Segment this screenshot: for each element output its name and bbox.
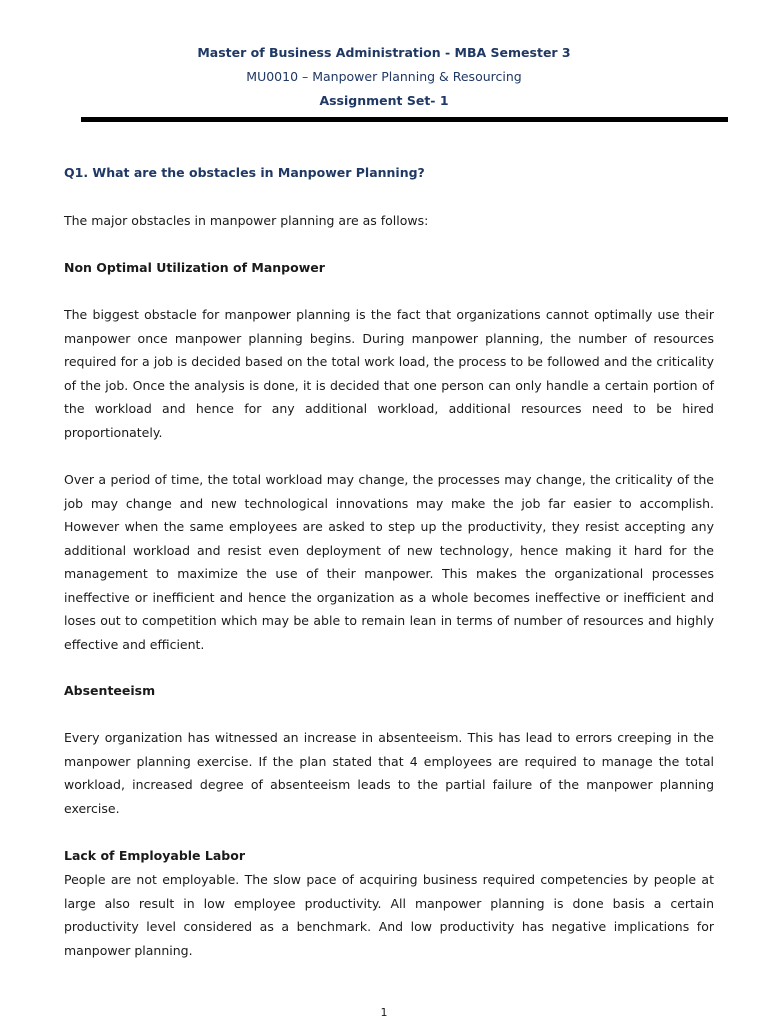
assignment-title: Assignment Set- 1 (319, 93, 449, 108)
paragraph-absenteeism: Every organization has witnessed an increase in absenteeism. This has lead to errors creeping in the manpower planning exercise. If the plan stated that 4 employees are required to manage the total workload, increased degree of absenteeism leads to the partial failure of the manpower planning exercise. (64, 730, 714, 816)
header-rule (81, 117, 728, 122)
page-number: 1 (380, 1006, 388, 1019)
section-heading-non-optimal-utilization: Non Optimal Utilization of Manpower (64, 260, 325, 275)
intro-paragraph: The major obstacles in manpower planning are as follows: (64, 213, 429, 228)
question-heading: Q1. What are the obstacles in Manpower Planning? (64, 165, 425, 180)
paragraph-non-optimal-utilization-1: The biggest obstacle for manpower planning is the fact that organizations cannot optimally use their manpower once manpower planning begins. During manpower planning, the number of resources required for a job is decided based on the total work load, the process to be followed and the criticality of the job. Once the analysis is done, it is decided that one person can only handle a certain portion of the workload and hence for any additional workload, additional resources need to be hired proportionately. (64, 307, 714, 440)
section-heading-absenteeism: Absenteeism (64, 683, 156, 698)
paragraph-employable-labor: People are not employable. The slow pace of acquiring business required competencies by people at large also result in low employee productivity. All manpower planning is done basis a certain productivity level considered as a benchmark. And low productivity has negative implications for manpower planning. (64, 872, 714, 958)
section-heading-employable-labor: Lack of Employable Labor (64, 848, 245, 863)
program-title: Master of Business Administration - MBA Semester 3 (197, 45, 571, 60)
paragraph-non-optimal-utilization-2: Over a period of time, the total workload may change, the processes may change, the criticality of the job may change and new technological innovations may make the job far easier to accomplish. However when the same employees are asked to step up the productivity, they resist accepting any additional workload and resist even deployment of new technology, hence making it hard for the management to maximize the use of their manpower. This makes the organizational processes ineffective or inefficient and hence the organization as a whole becomes ineffective or inefficient and loses out to competition which may be able to remain lean in terms of number of resources and highly effective and efficient. (64, 472, 714, 652)
course-title: MU0010 – Manpower Planning & Resourcing (246, 69, 522, 84)
